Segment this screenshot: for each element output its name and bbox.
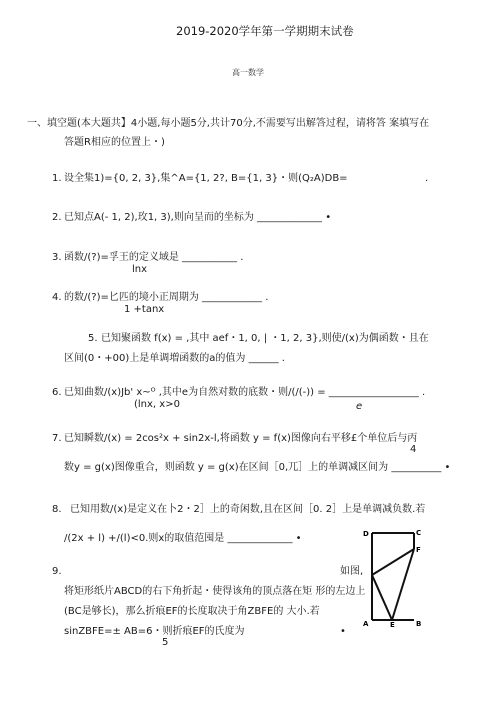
label-b: B bbox=[416, 620, 422, 627]
exam-title: 2019-2020学年第一学期期末试卷 bbox=[176, 24, 354, 38]
section-intro: 一、填空题(本大题共】4小题,每小题5分,共计70分,不需要写出解答过程，请将答 案填写在 bbox=[27, 118, 430, 129]
fold-ge bbox=[372, 575, 392, 620]
q4-number: 4. bbox=[52, 292, 62, 303]
q9-text-line3: sinZBFE=± AB=6・则折痕EF的氏度为 bbox=[64, 626, 245, 637]
q9-text: 将矩形纸片ABCD的右下角折起・使得该角的顶点落在矩 形的左边上 bbox=[64, 586, 366, 597]
q6-piecewise-line: (lnx, x>0 bbox=[134, 399, 180, 410]
label-c: C bbox=[416, 529, 422, 537]
q8-number: 8. bbox=[52, 504, 62, 515]
label-a: A bbox=[363, 620, 369, 627]
q4-text: 的数/(?)=匕匹的境小正周期为 ____________ . bbox=[64, 292, 269, 303]
q1-text: 设全集1)={0, 2, 3},集^A={1, 2?, B={1, 3}・则(Q₂A)DB= bbox=[64, 173, 348, 184]
q6-text: 已知曲数/(x)Jb' x~ᴼ ,其中e为自然对数的底数・则/(/(-)) = __________________ . bbox=[64, 387, 426, 398]
q2-text: 已知点A(- 1, 2),玫1, 3),则向呈而的坐标为 _____________ • bbox=[64, 212, 332, 223]
q5-text-line2: 区间(0・+00)上是单调増函数的a的值为 ______ . bbox=[64, 353, 285, 364]
label-d: D bbox=[363, 530, 369, 538]
q6-denominator: e bbox=[356, 401, 363, 412]
q3-text: 函数/(?)=孚王的定义域是 ___________ . bbox=[64, 252, 244, 263]
q1-number: 1. bbox=[52, 173, 62, 184]
exam-subtitle: 高一数学 bbox=[232, 68, 264, 77]
q9-dot: • bbox=[340, 626, 346, 637]
q9-right-text: 如图, bbox=[340, 566, 364, 577]
q9-text-line2: (BC是够长)，那么折痕EF的长度取决于角ZBFE的 大小.若 bbox=[64, 606, 320, 617]
q7-text-line2: 数y = g(x)图像重合，则函数 y = g(x)在区间［0,兀］上的单调减区间为 __________ • bbox=[64, 462, 451, 473]
q2-number: 2. bbox=[52, 212, 62, 223]
q7-number: 7. bbox=[52, 433, 62, 444]
q8-text: 已知用数/(x)是定义在卜2・2］上的奇闲数,且在区间［0. 2］上是单调减负数.若 bbox=[70, 504, 426, 515]
q9-number: 9. bbox=[52, 566, 62, 577]
q3-number: 3. bbox=[52, 252, 62, 263]
q9-fraction-denominator: 5 bbox=[162, 637, 169, 648]
section-intro-line2: 答题R相应的位置上・) bbox=[64, 137, 165, 148]
label-e: E bbox=[390, 621, 395, 627]
q6-number: 6. bbox=[52, 387, 62, 398]
fold-diagram bbox=[362, 527, 422, 627]
q4-denominator: 1 +tanx bbox=[124, 304, 165, 315]
q7-text: 已知瞬数/(x) = 2cos²x + sin2x-l,将函数 y = f(x)图像向右平移£个单位后与丙 bbox=[64, 433, 418, 444]
q1-tail: . bbox=[425, 173, 429, 184]
q8-text-line2: /(2x + l) +/(l)<0.则x的取值范囤是 _____________ • bbox=[64, 533, 302, 544]
q3-denominator: lnx bbox=[132, 264, 148, 275]
label-f: F bbox=[416, 546, 421, 554]
q5-number: 5. bbox=[88, 333, 98, 344]
q7-fraction-denominator: 4 bbox=[410, 444, 417, 455]
q5-text: 已知聚函数 f(x) = ,其中 aef・1, 0, | ・1, 2, 3},则使/(x)为偶函数・且在 bbox=[101, 333, 429, 344]
